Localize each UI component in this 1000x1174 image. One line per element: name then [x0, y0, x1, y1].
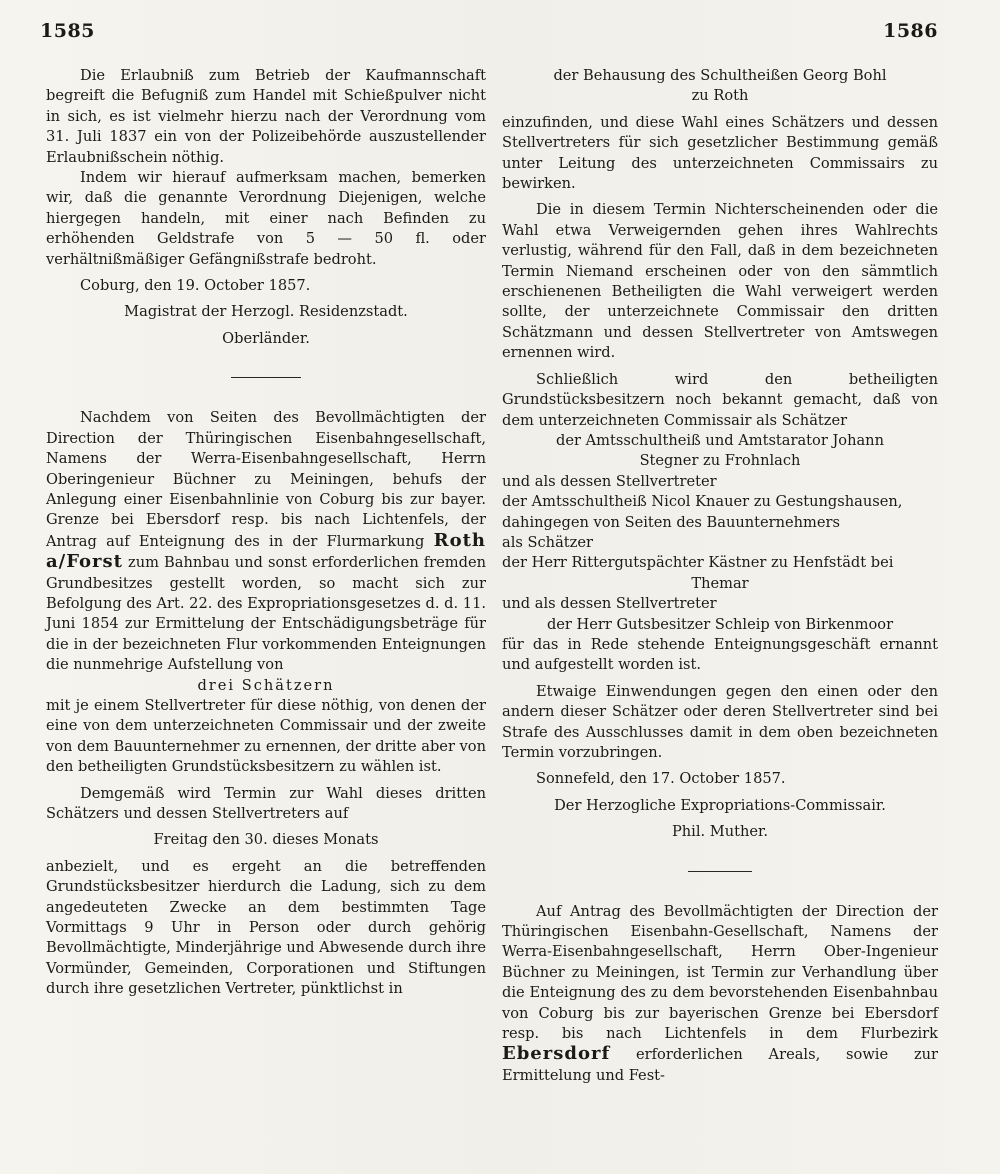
- notice-ebersdorf-text-b: erforderlichen Areals, sowie zur Ermittelung und Fest-: [502, 1046, 939, 1084]
- notice-roth-place-date: Sonnefeld, den 17. October 1857.: [536, 770, 786, 788]
- assessor-line-6: der Herr Rittergutspächter Kästner zu Henfstädt bei: [502, 554, 894, 572]
- notice-roth-right-paragraph-3: Schließlich wird den betheiligten Grundstücksbesitzern noch bekannt gemacht, daß von dem unterzeichneten Commissair als Schätzer: [502, 370, 938, 429]
- notice-roth-paragraph-1-text-a: Nachdem von Seiten des Bevollmächtigten der Direction der Thüringischen Eisenbahngesellschaft, Namens der Werra-Eisenbahngesellschaft, Herrn Oberingenieur Büchner zu Meiningen, behufs der Anlegung einer Eisenbahnlinie von Coburg bis zur bayer. Grenze bei Ebersdorf resp. bis nach Lichtenfels, der Antrag auf Enteignung des in der Flurmarkung: [46, 409, 486, 550]
- notice-roth-right-paragraph-2: Die in diesem Termin Nichterscheinenden oder die Wahl etwa Verweigernden gehen ihres Wahlrechts verlustig, während für den Fall, daß in dem bezeichneten Termin Niemand erscheinen oder von den sämmtlich erschienenen Betheiligten die Wahl verweigert werden sollte, der unterzeichnete Commissair den dritten Schätzmann und dessen Stellvertreter von Amtswegen ernennen wird.: [502, 201, 938, 362]
- notice-gunpowder-authority: Magistrat der Herzogl. Residenzstadt.: [124, 303, 408, 321]
- assessor-line-8: der Herr Gutsbesitzer Schleip von Birkenmoor: [546, 615, 894, 633]
- notice-roth-signature: Phil. Muther.: [671, 823, 769, 841]
- notice-roth-venue-line-1: der Behausung des Schultheißen Georg Bohl: [553, 67, 887, 84]
- section-divider-right: [688, 871, 752, 872]
- notice-roth-venue-line-2: zu Roth: [691, 87, 749, 105]
- assessor-line-3: der Amtsschultheiß Nicol Knauer zu Gestungshausen,: [502, 493, 903, 511]
- section-divider-left: [231, 377, 301, 378]
- left-column: [46, 66, 486, 1000]
- notice-ebersdorf-paragraph: [502, 902, 938, 1087]
- assessor-line-9: für das in Rede stehende Enteignungsgeschäft ernannt und aufgestellt worden ist.: [502, 635, 938, 674]
- notice-roth-paragraph-2: mit je einem Stellvertreter für diese nöthig, von denen der eine von dem unterzeichneten Commissair und der zweite von dem Bauunternehmer zu ernennen, der dritte aber von den betheiligten Grundstücksbesitzern zu wählen ist.: [46, 696, 486, 776]
- assessor-line-7: und als dessen Stellvertreter: [502, 595, 717, 613]
- notice-roth-authority: Der Herzogliche Expropriations-Commissair.: [554, 796, 886, 814]
- assessor-line-1: der Amtsschultheiß und Amtstarator Johann: [556, 431, 884, 449]
- notice-roth-date: Freitag den 30. dieses Monats: [153, 831, 379, 849]
- notice-roth-paragraph-4: anbezielt, und es ergeht an die betreffenden Grundstücksbesitzer hierdurch die Ladung, sich zu dem angedeuteten Zwecke an dem bestimmten Tage Vormittags 9 Uhr in Person oder durch gehörig Bevollmächtigte, Minderjährige und Abwesende durch ihre Vormünder, Gemeinden, Corporationen und Stiftungen durch ihre gesetzlichen Vertreter, pünktlichst in: [46, 857, 486, 998]
- notice-roth-paragraph-1-text-b: zum Bahnbau und sonst erforderlichen fremden Grundbesitzes gestellt worden, so macht sich zur Befolgung des Art. 22. des Expropriationsgesetzes d. d. 11. Juni 1854 zur Ermittelung der Entschädigungsbeträge für die in der bezeichneten Flur vorkommenden Enteignungen die nunmehrige Aufstellung von: [46, 554, 487, 674]
- assessor-line-6b: Themar: [691, 574, 749, 592]
- notice-roth-place-name: Roth a/Forst: [46, 529, 486, 573]
- notice-roth-right-paragraph-1: einzufinden, und diese Wahl eines Schätzers und dessen Stellvertreters für sich gesetzlicher Bestimmung gemäß unter Leitung des unterzeichneten Commissairs zu bewirken.: [502, 113, 938, 193]
- notice-gunpowder-place-date: Coburg, den 19. October 1857.: [80, 277, 311, 295]
- notice-roth-paragraph-1: [46, 408, 486, 675]
- assessor-line-1b: Stegner zu Frohnlach: [639, 452, 801, 470]
- page-number-left: 1585: [40, 20, 95, 42]
- notice-gunpowder-paragraph-2: Indem wir hierauf aufmerksam machen, bemerken wir, daß die genannte Verordnung Diejenigen, welche hiergegen handeln, mit einer nach Befinden zu erhöhenden Geldstrafe von 5 — 50 fl. oder verhältnißmäßiger Gefängnißstrafe bedroht.: [46, 169, 486, 268]
- assessor-line-5: als Schätzer: [502, 533, 593, 551]
- notice-roth-three-assessors: drei Schätzern: [197, 676, 335, 694]
- notice-ebersdorf-place-name: Ebersdorf: [502, 1043, 611, 1065]
- notice-gunpowder-signature: Oberländer.: [222, 329, 310, 347]
- page-number-right: 1586: [883, 20, 938, 42]
- right-column: [502, 66, 938, 1086]
- assessor-line-4: dahingegen von Seiten des Bauunternehmers: [502, 513, 840, 531]
- notice-roth-right-paragraph-4: Etwaige Einwendungen gegen den einen oder den andern dieser Schätzer oder deren Stellvertreter sind bei Strafe des Ausschlusses damit in dem oben bezeichneten Termin vorzubringen.: [502, 682, 938, 761]
- notice-gunpowder-paragraph-1: Die Erlaubniß zum Betrieb der Kaufmannschaft begreift die Befugniß zum Handel mit Schießpulver nicht in sich, es ist vielmehr hierzu nach der Verordnung vom 31. Juli 1837 ein von der Polizeibehörde auszustellender Erlaubnißschein nöthig.: [46, 67, 486, 166]
- notice-roth-paragraph-3: Demgemäß wird Termin zur Wahl dieses dritten Schätzers und dessen Stellvertreters auf: [46, 784, 486, 822]
- notice-ebersdorf-text-a: Auf Antrag des Bevollmächtigten der Direction der Thüringischen Eisenbahn-Gesellschaft, Namens der Werra-Eisenbahngesellschaft, Herrn Ober-Ingenieur Büchner zu Meiningen, ist Termin zur Verhandlung über die Enteignung des zu dem bevorstehenden Eisenbahnbau von Coburg bis zur bayerischen Grenze bei Ebersdorf resp. bis nach Lichtenfels in dem Flurbezirk: [502, 902, 938, 1043]
- assessor-line-2: und als dessen Stellvertreter: [502, 472, 717, 490]
